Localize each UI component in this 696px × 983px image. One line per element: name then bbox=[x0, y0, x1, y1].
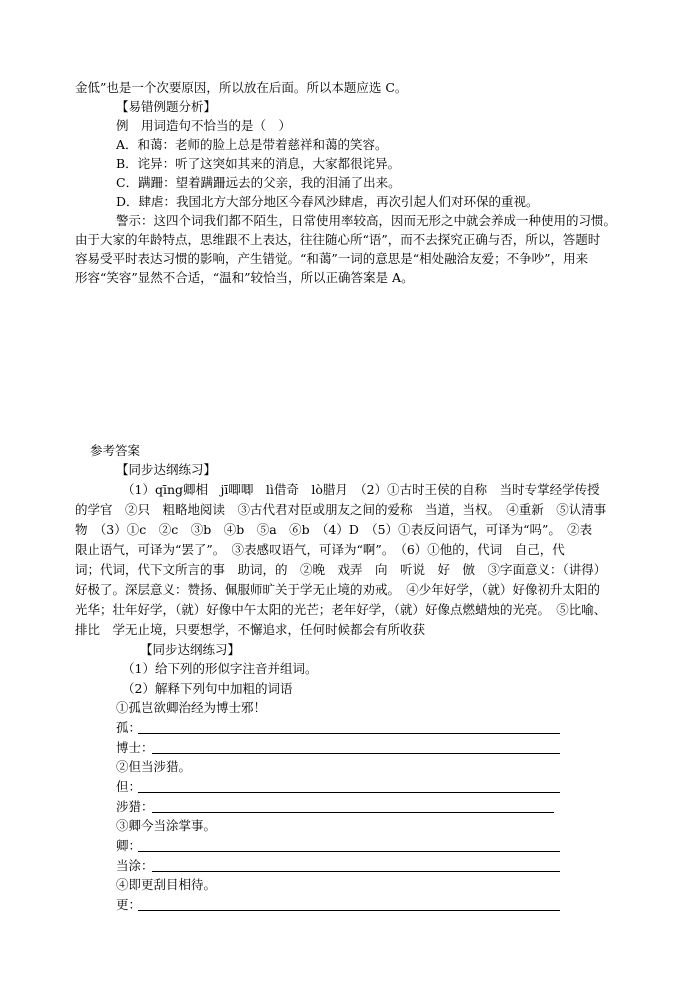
answer-line: 排比 学无止境，只要想学，不懈追求，任何时候都会有所收获 bbox=[75, 622, 426, 637]
option-d: D．肆虐：我国北方大部分地区今春风沙肆虐，再次引起人们对环保的重视。 bbox=[116, 194, 539, 209]
fill-in-row bbox=[116, 797, 554, 816]
answer-blank[interactable] bbox=[138, 910, 560, 911]
answer-blank[interactable] bbox=[138, 733, 560, 734]
answer-blank[interactable] bbox=[138, 851, 560, 852]
option-c: C．蹒跚：望着蹒跚远去的父亲，我的泪涌了出来。 bbox=[116, 175, 401, 190]
example-question: 例 用词造句不恰当的是（ ） bbox=[116, 118, 292, 133]
analysis-line: 由于大家的年龄特点，思维跟不上表达，往往随心所“语”，而不去探究正确与否，所以，答题时 bbox=[75, 232, 601, 247]
analysis-line: 警示：这四个词我们都不陌生，日常使用率较高，因而无形之中就会养成一种使用的习惯。 bbox=[116, 213, 617, 228]
term-label: 当涂： bbox=[116, 858, 154, 873]
fill-in-row bbox=[116, 718, 560, 737]
error-analysis-heading: 【易错例题分析】 bbox=[116, 99, 217, 114]
answer-line: （1）qīng卿相 jī唧唧 lì借奇 lò腊月 （2）①古时王侯的自称 当时专掌经学传授 bbox=[122, 482, 600, 497]
option-a: A．和蔼：老师的脸上总是带着慈祥和蔼的笑容。 bbox=[116, 137, 388, 152]
answers-title: 参考答案 bbox=[90, 443, 141, 458]
answer-line: 的学官 ②只 粗略地阅读 ③古代君对臣或朋友之间的爱称 当道，当权。 ④重新 ⑤认清事 bbox=[75, 502, 607, 517]
practice-heading: 【同步达纲练习】 bbox=[140, 642, 241, 657]
fill-in-row bbox=[116, 895, 560, 914]
continuation-line: 金低”也是一个次要原因，所以放在后面。所以本题应选 C。 bbox=[75, 80, 408, 95]
term-label: 卿： bbox=[116, 838, 142, 853]
term-label: 涉猎： bbox=[116, 799, 154, 814]
fill-in-row bbox=[116, 836, 560, 855]
answer-blank[interactable] bbox=[152, 753, 560, 754]
exercise-sentence: ②但当涉猎。 bbox=[116, 759, 192, 774]
fill-in-row bbox=[116, 856, 560, 875]
exercise-sentence: ③卿今当涂掌事。 bbox=[116, 818, 217, 833]
answer-line: 好极了。深层意义：赞扬、佩服师旷关于学无止境的劝戒。 ④少年好学，（就）好像初升太阳的 bbox=[75, 582, 601, 597]
answer-blank[interactable] bbox=[152, 871, 560, 872]
answer-line: 词；代词，代下文所言的事 助词，的 ②晚 戏弄 向 听说 好 倣 ③字面意义：（讲得） bbox=[75, 562, 607, 577]
analysis-line: 容易受平时表达习惯的影响，产生错觉。“和蔼”一词的意思是“相处融洽友爱；不争吵”，用来 bbox=[75, 251, 589, 266]
option-b: B．诧异：听了这突如其来的消息，大家都很诧异。 bbox=[116, 156, 401, 171]
term-label: 但： bbox=[116, 779, 142, 794]
exercise-sentence: ④即更刮目相待。 bbox=[116, 877, 217, 892]
question-1: （1）给下列的形似字注音并组词。 bbox=[122, 661, 318, 676]
fill-in-row bbox=[116, 738, 560, 757]
answer-line: 物 （3）①c ②c ③b ④b ⑤a ⑥b （4）D （5）①表反问语气，可译为“吗”。 ②表 bbox=[75, 522, 593, 537]
practice-heading: 【同步达纲练习】 bbox=[116, 462, 217, 477]
answer-line: 限止语气，可译为“罢了”。 ③表感叹语气，可译为“啊”。 （6）①他的，代词 自己，代 bbox=[75, 542, 565, 557]
term-label: 孤： bbox=[116, 720, 142, 735]
exercise-sentence: ①孤岂欲卿治经为博士邪！ bbox=[116, 700, 267, 715]
term-label: 更： bbox=[116, 897, 142, 912]
analysis-line: 形容“笑容”显然不合适，“温和”较恰当，所以正确答案是 A。 bbox=[75, 270, 414, 285]
question-2: （2）解释下列句中加粗的词语 bbox=[122, 681, 293, 696]
answer-line: 光华；壮年好学，（就）好像中午太阳的光芒；老年好学，（就）好像点燃蜡烛的光亮。 ⑤比喻、 bbox=[75, 602, 607, 617]
answer-blank[interactable] bbox=[138, 792, 560, 793]
term-label: 博士： bbox=[116, 740, 154, 755]
fill-in-row bbox=[116, 777, 560, 796]
answer-blank[interactable] bbox=[152, 812, 554, 813]
